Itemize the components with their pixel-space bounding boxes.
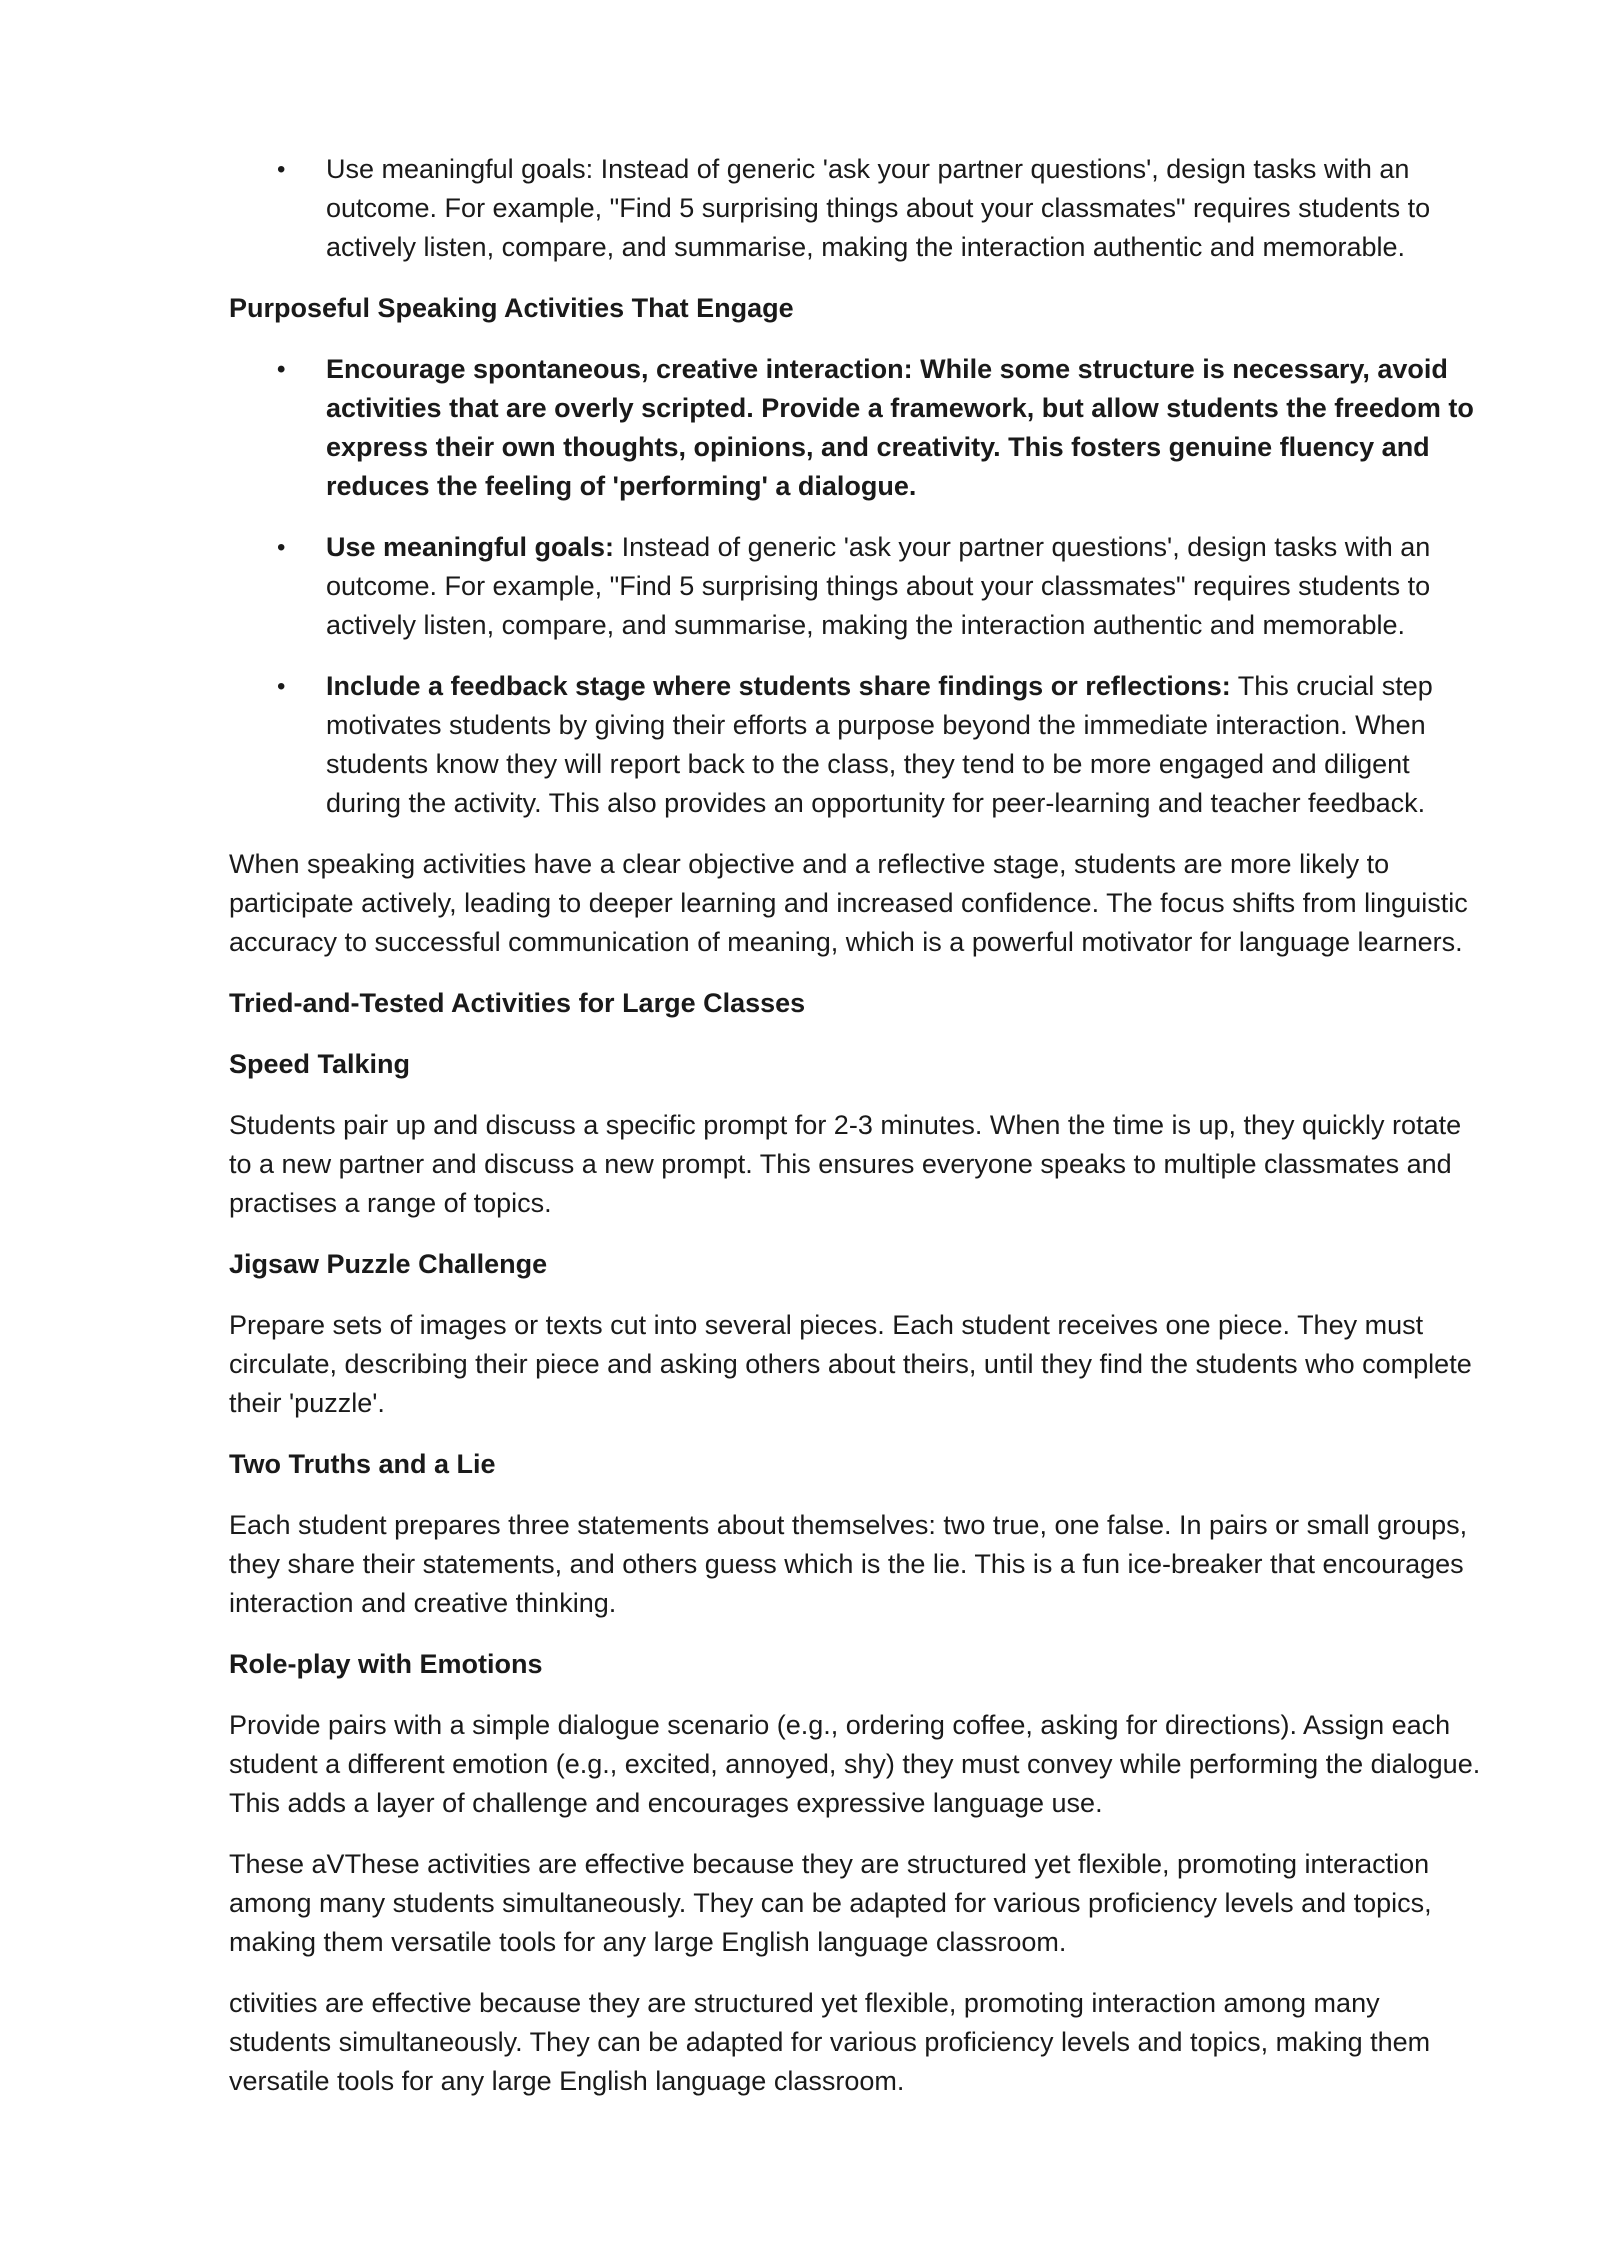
paragraph-conclusion-draft: These aVThese activities are effective because they are structured yet flexible, promoting interaction among many students simultaneously. They can be adapted for various proficiency levels and topics, making them versatile tools for any large English language classroom. [229, 1849, 1432, 1957]
section-heading-purposeful: Purposeful Speaking Activities That Engage [229, 293, 794, 323]
paragraph-role-play: Provide pairs with a simple dialogue scenario (e.g., ordering coffee, asking for directions). Assign each student a different emotion (e.g., excited, annoyed, shy) they must convey while performing the dialogue. This adds a layer of challenge and encourages expressive language use. [229, 1710, 1481, 1818]
list-item [229, 150, 1489, 267]
document-body [229, 150, 1489, 2123]
list-item-text: Use meaningful goals: Instead of generic 'ask your partner questions', design tasks with an outcome. For example, "Find 5 surprising things about your classmates" requires students to actively listen, compare, and summarise, making the interaction authentic and memorable. [326, 154, 1431, 262]
paragraph-jigsaw: Prepare sets of images or texts cut into several pieces. Each student receives one piece. They must circulate, describing their piece and asking others about theirs, until they find the students who complete their 'puzzle'. [229, 1310, 1472, 1418]
list-item-lead: Use meaningful goals: [326, 532, 615, 562]
paragraph-speed-talking: Students pair up and discuss a specific prompt for 2-3 minutes. When the time is up, they quickly rotate to a new partner and discuss a new prompt. This ensures everyone speaks to multiple classmates and practises a range of topics. [229, 1110, 1462, 1218]
list-item-text: This crucial step motivates students by giving their efforts a purpose beyond the immediate interaction. When students know they will report back to the class, they tend to be more engaged and diligent during the activity. This also provides an opportunity for peer-learning and teacher feedback. [326, 671, 1433, 818]
list-item-text: Instead of generic 'ask your partner questions', design tasks with an outcome. For example, "Find 5 surprising things about your classmates" requires students to actively listen, compare, and summarise, making the interaction authentic and memorable. [326, 532, 1431, 640]
section-heading-tried: Tried-and-Tested Activities for Large Classes [229, 988, 806, 1018]
paragraph-conclusion: ctivities are effective because they are structured yet flexible, promoting interaction among many students simultaneously. They can be adapted for various proficiency levels and topics, making them versatile tools for any large English language classroom. [229, 1988, 1431, 2096]
activity-heading-two-truths: Two Truths and a Lie [229, 1449, 496, 1479]
list-item [229, 350, 1489, 506]
activity-heading-jigsaw: Jigsaw Puzzle Challenge [229, 1249, 548, 1279]
bullet-icon: • [277, 673, 286, 700]
bullet-icon: • [277, 534, 286, 561]
bullet-icon: • [277, 356, 286, 383]
activity-heading-role-play: Role-play with Emotions [229, 1649, 543, 1679]
list-item [229, 528, 1489, 645]
list-item-bold-text: Encourage spontaneous, creative interaction: While some structure is necessary, avoid activities that are overly scripted. Provide a framework, but allow students the freedom to express their own thoughts, opinions, and creativity. This fosters genuine fluency and reduces the feeling of 'performing' a dialogue. [326, 354, 1474, 501]
bullet-icon: • [277, 156, 286, 183]
paragraph-summary: When speaking activities have a clear objective and a reflective stage, students are more likely to participate actively, leading to deeper learning and increased confidence. The focus shifts from linguistic accuracy to successful communication of meaning, which is a powerful motivator for language learners. [229, 849, 1468, 957]
list-item [229, 667, 1489, 823]
bullet-list-purposeful [229, 350, 1489, 823]
bullet-list-intro [229, 150, 1489, 267]
paragraph-two-truths: Each student prepares three statements about themselves: two true, one false. In pairs or small groups, they share their statements, and others guess which is the lie. This is a fun ice-breaker that encourages interaction and creative thinking. [229, 1510, 1468, 1618]
list-item-lead: Include a feedback stage where students share findings or reflections: [326, 671, 1231, 701]
activity-heading-speed-talking: Speed Talking [229, 1049, 411, 1079]
